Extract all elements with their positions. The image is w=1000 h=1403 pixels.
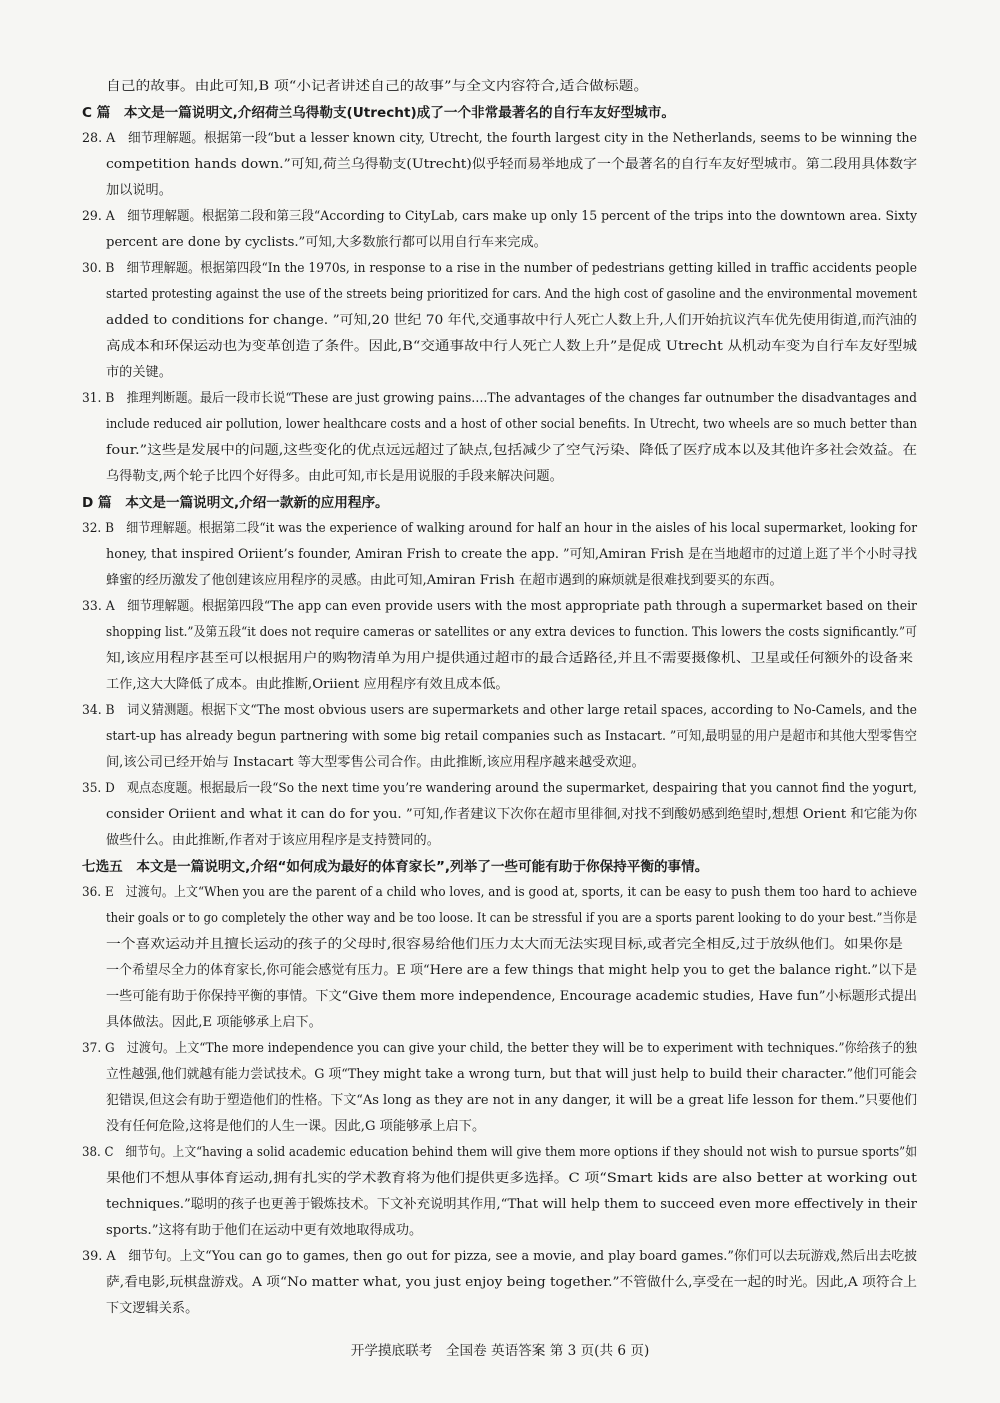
line-text: 没有任何危险,这将是他们的人生一课。因此,G 项能够承上启下。	[106, 1119, 486, 1134]
line-text: 一些可能有助于你保持平衡的事情。下文“Give them more independence, Encourage academic studies, Have fun”小标题形式提出	[106, 989, 917, 1004]
line-text: techniques.”聪明的孩子也更善于锻炼技术。下文补充说明其作用,“That will help them to succeed even more effectively in their	[106, 1197, 918, 1212]
text-line	[0, 672, 1000, 698]
line-text: 市的关键。	[106, 365, 172, 380]
text-line	[0, 1062, 1000, 1088]
text-line	[0, 646, 1000, 672]
line-text: their goals or to go completely the other way and be too loose. It can be stressful if you are a sports parent looking to do your best.”当你是	[106, 911, 917, 926]
line-text: honey, that inspired Oriient’s founder, Amiran Frish to create the app. ”可知,Amiran Frish 是在当地超市的过道上逛了半个小时寻找	[106, 547, 917, 562]
text-line	[0, 256, 1000, 282]
line-text: 工作,这大大降低了成本。由此推断,Oriient 应用程序有效且成本低。	[106, 677, 509, 692]
line-text: 自己的故事。由此可知,B 项“小记者讲述自己的故事”与全文内容符合,适合做标题。	[106, 79, 649, 94]
line-text: 高成本和环保运动也为变革创造了条件。因此,B“交通事故中行人死亡人数上升”是促成 Utrecht 从机动车变为自行车友好型城	[106, 339, 917, 354]
text-line	[0, 568, 1000, 594]
text-line	[0, 178, 1000, 204]
line-text: added to conditions for change. ”可知,20 世纪 70 年代,交通事故中行人死亡人数上升,人们开始抗议汽车优先使用街道,而汽油的	[106, 313, 917, 328]
line-text: consider Oriient and what it can do for you. ”可知,作者建议下次你在超市里徘徊,对找不到酸奶感到绝望时,想想 Orient 和它能为你	[106, 807, 917, 822]
line-text: 蜂蜜的经历激发了他创建该应用程序的灵感。由此可知,Amiran Frish 在超市遇到的麻烦就是很难找到要买的东西。	[106, 573, 783, 588]
text-line	[0, 412, 1000, 438]
line-text: 乌得勒支,两个轮子比四个好得多。由此可知,市长是用说服的手段来解决问题。	[106, 469, 563, 484]
line-text: 七选五 本文是一篇说明文,介绍“如何成为最好的体育家长”,列举了一些可能有助于你保持平衡的事情。	[82, 859, 709, 875]
text-line	[0, 958, 1000, 984]
text-line	[0, 1010, 1000, 1036]
text-line	[0, 282, 1000, 308]
text-line	[0, 1114, 1000, 1140]
line-text: D 篇 本文是一篇说明文,介绍一款新的应用程序。	[82, 495, 389, 511]
line-text: 下文逻辑关系。	[106, 1301, 199, 1316]
line-text: 37. G 过渡句。上文“The more independence you can give your child, the better they will be to experiment with techniques.”你给孩子的独	[82, 1041, 917, 1056]
section-heading	[0, 100, 1000, 126]
line-text: started protesting against the use of the streets being prioritized for cars. And the high cost of gasoline and the environmental movement	[106, 287, 917, 302]
line-text: 31. B 推理判断题。最后一段市长说“These are just growing pains….The advantages of the changes far outnumber the disadvantages and	[82, 391, 917, 406]
text-line	[0, 906, 1000, 932]
line-text: 具体做法。因此,E 项能够承上启下。	[106, 1015, 322, 1030]
text-line	[0, 1140, 1000, 1166]
text-line	[0, 984, 1000, 1010]
line-text: four.”这些是发展中的问题,这些变化的优点远远超过了缺点,包括减少了空气污染、降低了医疗成本以及其他许多社会效益。在	[106, 443, 917, 458]
text-line	[0, 1192, 1000, 1218]
text-line	[0, 776, 1000, 802]
text-line	[0, 932, 1000, 958]
line-text: sports.”这将有助于他们在运动中更有效地取得成功。	[106, 1223, 423, 1238]
line-text: 萨,看电影,玩棋盘游戏。A 项“No matter what, you just enjoy being together.”不管做什么,享受在一起的时光。因此,A 项符合上	[106, 1275, 917, 1290]
line-text: 33. A 细节理解题。根据第四段“The app can even provide users with the most appropriate path through a supermarket based on their	[82, 599, 917, 614]
text-line	[0, 1218, 1000, 1244]
line-text: 果他们不想从事体育运动,拥有扎实的学术教育将为他们提供更多选择。C 项“Smart kids are also better at working out	[106, 1171, 917, 1186]
text-line	[0, 230, 1000, 256]
text-line	[0, 1296, 1000, 1322]
text-line	[0, 828, 1000, 854]
text-line	[0, 698, 1000, 724]
page-footer: 开学摸底联考 全国卷 英语答案 第 3 页(共 6 页)	[350, 1343, 650, 1359]
line-text: 一个希望尽全力的体育家长,你可能会感觉有压力。E 项“Here are a few things that might help you to get the balance right.”以下是	[106, 963, 917, 978]
text-line	[0, 542, 1000, 568]
line-text: start-up has already begun partnering with some big retail companies such as Instacart. ”可知,最明显的用户是超市和其他大型零售空	[106, 729, 917, 744]
line-text: percent are done by cyclists.”可知,大多数旅行都可以用自行车来完成。	[106, 235, 547, 250]
text-line	[0, 620, 1000, 646]
line-text: 间,该公司已经开始与 Instacart 等大型零售公司合作。由此推断,该应用程序越来越受欢迎。	[106, 755, 645, 770]
line-text: C 篇 本文是一篇说明文,介绍荷兰乌得勒支(Utrecht)成了一个非常最著名的自行车友好型城市。	[82, 105, 675, 121]
text-line	[0, 334, 1000, 360]
text-line	[0, 802, 1000, 828]
text-line	[0, 360, 1000, 386]
text-line	[0, 126, 1000, 152]
text-line	[0, 308, 1000, 334]
line-text: competition hands down.”可知,荷兰乌得勒支(Utrecht)似乎轻而易举地成了一个最著名的自行车友好型城市。第二段用具体数字	[106, 157, 918, 172]
line-text: 知,该应用程序甚至可以根据用户的购物清单为用户提供通过超市的最合适路径,并且不需要摄像机、卫星或任何额外的设备来	[106, 651, 913, 666]
text-line	[0, 204, 1000, 230]
line-text: 立性越强,他们就越有能力尝试技术。G 项“They might take a wrong turn, but that will just help to build their character.”他们可能会	[106, 1067, 917, 1082]
line-text: 做些什么。由此推断,作者对于该应用程序是支持赞同的。	[106, 833, 440, 848]
line-text: 34. B 词义猜测题。根据下文“The most obvious users are supermarkets and other large retail spaces, according to No-Camels, and the	[82, 703, 917, 718]
text-line	[0, 464, 1000, 490]
text-line	[0, 1244, 1000, 1270]
line-text: 28. A 细节理解题。根据第一段“but a lesser known city, Utrecht, the fourth largest city in the Netherlands, seems to be winning the	[82, 131, 917, 146]
text-line	[0, 74, 1000, 100]
line-text: 29. A 细节理解题。根据第二段和第三段“According to CityLab, cars make up only 15 percent of the trips into the downtown area. Sixty	[82, 209, 917, 224]
line-text: include reduced air pollution, lower healthcare costs and a host of other social benefits. In Utrecht, two wheels are so much better than	[106, 417, 917, 432]
text-line	[0, 516, 1000, 542]
section-heading	[0, 854, 1000, 880]
line-text: 32. B 细节理解题。根据第二段“it was the experience of walking around for half an hour in the aisles of his local supermarket, looking for	[82, 521, 917, 536]
text-line	[0, 386, 1000, 412]
text-line	[0, 152, 1000, 178]
text-line	[0, 750, 1000, 776]
text-line	[0, 724, 1000, 750]
section-heading	[0, 490, 1000, 516]
text-line	[0, 880, 1000, 906]
line-text: 30. B 细节理解题。根据第四段“In the 1970s, in response to a rise in the number of pedestrians getting killed in traffic accidents people	[82, 261, 917, 276]
line-text: 36. E 过渡句。上文“When you are the parent of a child who loves, and is good at, sports, it can be easy to push them too hard to achieve	[82, 885, 917, 900]
line-text: 38. C 细节句。上文“having a solid academic education behind them will give them more options if they should not wish to pursue sports”如	[82, 1145, 917, 1160]
line-text: 39. A 细节句。上文“You can go to games, then go out for pizza, see a movie, and play board games.”你们可以去玩游戏,然后出去吃披	[82, 1249, 917, 1264]
text-line	[0, 1270, 1000, 1296]
text-line	[0, 594, 1000, 620]
text-line	[0, 1036, 1000, 1062]
line-text: 犯错误,但这会有助于塑造他们的性格。下文“As long as they are not in any danger, it will be a great life lesson for them.”只要他们	[106, 1093, 917, 1108]
line-text: 加以说明。	[106, 183, 172, 198]
line-text: shopping list.”及第五段“it does not require cameras or satellites or any extra devices to function. This lowers the costs significantly.”可	[106, 625, 917, 640]
line-text: 一个喜欢运动并且擅长运动的孩子的父母时,很容易给他们压力太大而无法实现目标,或者完全相反,过于放纵他们。如果你是	[106, 937, 903, 952]
text-line	[0, 1088, 1000, 1114]
line-text: 35. D 观点态度题。根据最后一段“So the next time you’re wandering around the supermarket, despairing that you cannot find the yogurt,	[82, 781, 917, 796]
text-line	[0, 1166, 1000, 1192]
text-line	[0, 438, 1000, 464]
